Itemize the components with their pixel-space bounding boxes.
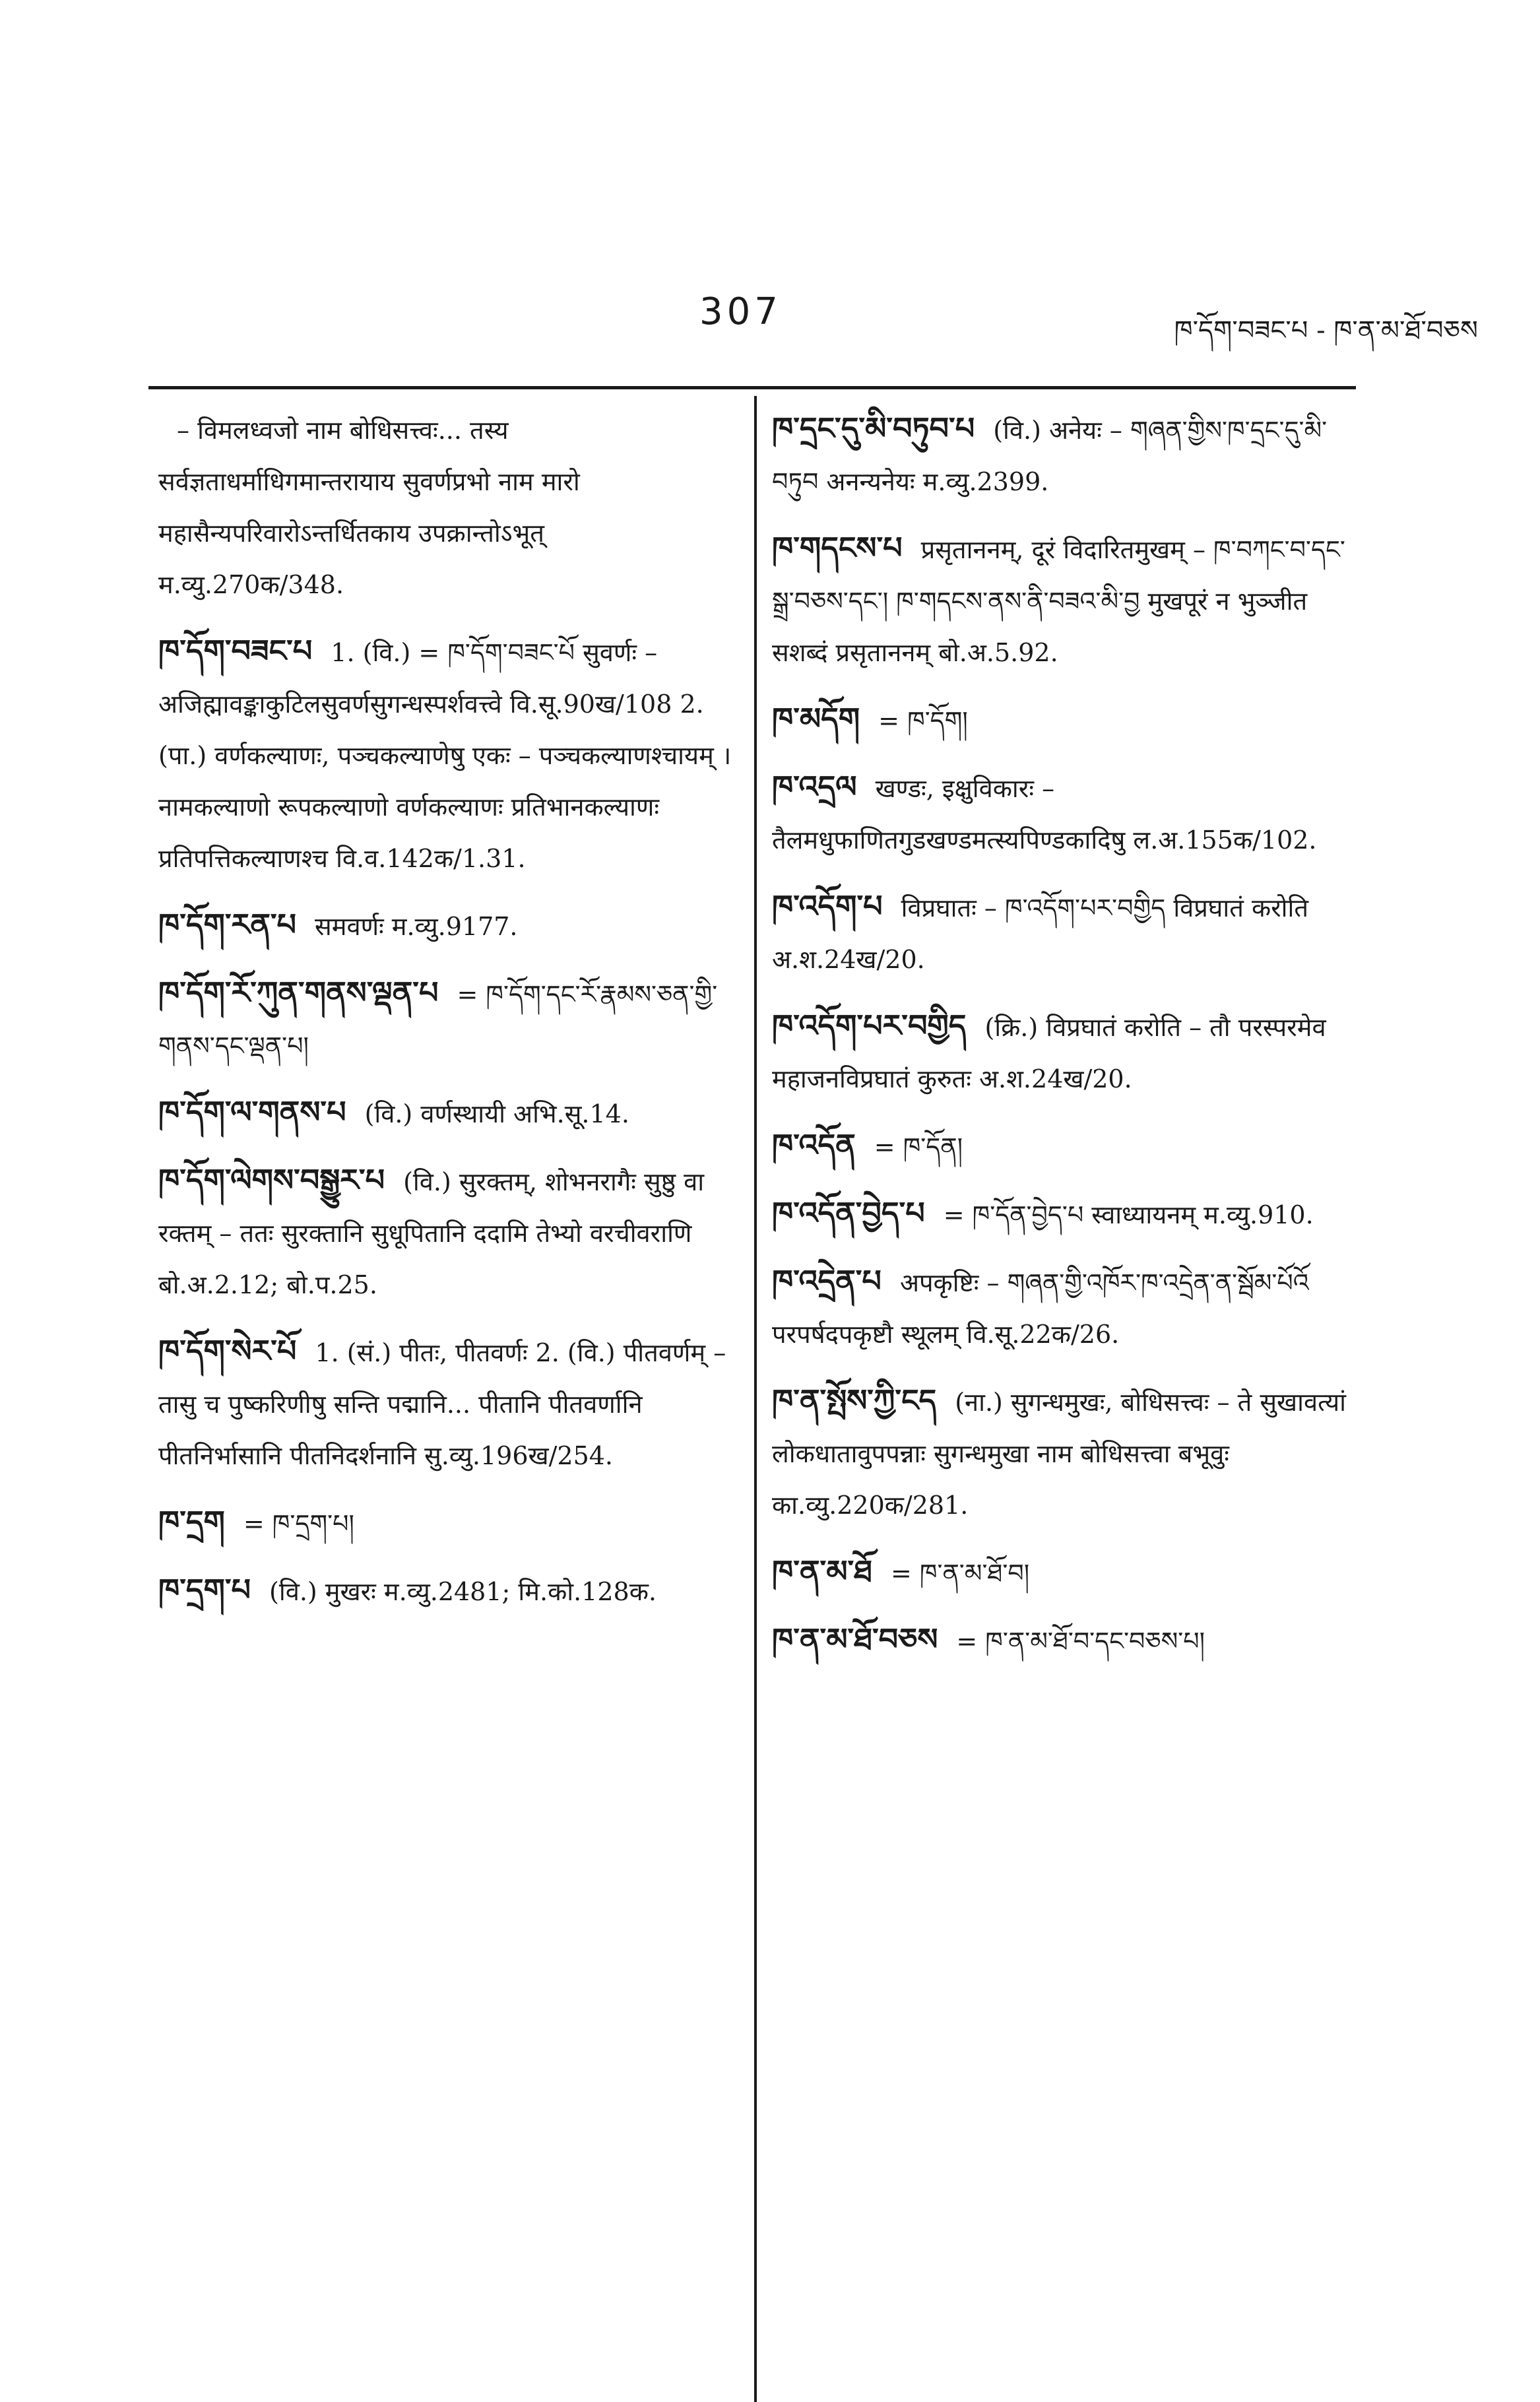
entry-text: प्रसृताननम्, दूरं विदारितमुखम् – ཁ་བཀང་བ་དང་སྒྲ་བཅས་དང་། ཁ་གདངས་ནས་ནི་བཟའ་མི་བྱ मुखपूरं न भुञ्जीत सशब्दं प्रसृताननम् बो.अ.5.92. xyxy=(772,535,1345,667)
entry-headword: ཁ་འདྲལ xyxy=(772,769,857,804)
entry-headword: ཁ་ན་མ་ཐོ་བཅས xyxy=(772,1621,938,1657)
entry-headword: ཁ་འདོན་བྱེད་པ xyxy=(772,1195,925,1231)
dictionary-entry xyxy=(158,899,732,952)
entry-text: = ཁ་ན་མ་ཐོ་བ་དང་བཅས་པ། xyxy=(956,1627,1205,1656)
entry-headword: ཁ་ན་མ་ཐོ xyxy=(772,1553,872,1589)
dictionary-entry xyxy=(158,1154,732,1311)
entry-headword: ཁ་གདངས་པ xyxy=(772,530,903,566)
dictionary-entry xyxy=(772,1255,1353,1360)
entry-headword: ཁ་དོག་རོ་ཀུན་གནས་ལྡན་པ xyxy=(158,975,439,1010)
entry-text: विप्रघातः – ཁ་འདོག་པར་བགྱིད विप्रघातं करोति अ.श.24ख/20. xyxy=(772,893,1309,974)
dictionary-entry xyxy=(772,1000,1353,1105)
dictionary-entry xyxy=(772,1119,1353,1173)
dictionary-entry xyxy=(772,1613,1353,1667)
dictionary-entry xyxy=(772,522,1353,678)
dictionary-entry xyxy=(772,1375,1353,1531)
entry-headword: ཁ་དོག་ལེགས་བསྒྱུར་པ xyxy=(158,1162,385,1198)
page-number: 307 xyxy=(699,290,782,333)
entry-headword: ཁ་དྲང་དུ་མི་བཏུབ་པ xyxy=(772,410,975,446)
entry-text: (क्रि.) विप्रघातं करोति – तौ परस्परमेव महाजनविप्रघातं कुरुतः अ.श.24ख/20. xyxy=(772,1013,1326,1093)
entry-text: (वि.) वर्णस्थायी अभि.सू.14. xyxy=(364,1099,629,1128)
entry-text: = ཁ་ན་མ་ཐོ་བ། xyxy=(890,1559,1030,1588)
entry-headword: ཁ་དོག་ལ་གནས་པ xyxy=(158,1094,346,1130)
entry-headword: ཁ་དོག་རན་པ xyxy=(158,907,297,942)
entry-text: 1. (वि.) = ཁ་དོག་བཟང་པོ सुवर्णः – अजिह्मावङ्काकुटिलसुवर्णसुगन्धस्पर्शवत्त्वे वि.सू.90ख/108 2. (पा.) वर्णकल्याणः, पञ्चकल्याणेषु एकः – पञ्चकल्याणश्चायम् । नामकल्याणो रूपकल्याणो वर्णकल्याणः प्रतिभानकल्याणः प्रतिपत्तिकल्याणश्च वि.व.142क/1.31. xyxy=(158,638,732,873)
entry-headword: ཁ་དྲག xyxy=(158,1504,225,1540)
dictionary-entry xyxy=(158,1086,732,1140)
entry-text: 1. (सं.) पीतः, पीतवर्णः 2. (वि.) पीतवर्णम् – तासु च पुष्करिणीषु सन्ति पद्मानि... पीतानि पीतवर्णानि पीतनिर्भासानि पीतनिदर्शनानि सु.व्यु.196ख/254. xyxy=(158,1338,726,1470)
entry-text: = ཁ་དོག་དང་རོ་རྣམས་ཅན་གྱི་གནས་དང་ལྡན་པ། xyxy=(158,980,718,1060)
entry-headword: ཁ་དོག་སེར་པོ xyxy=(158,1333,297,1369)
entry-headword: ཁ་དོག་བཟང་པ xyxy=(158,633,313,668)
dictionary-entry xyxy=(158,1496,732,1549)
entry-text: (वि.) सुरक्तम्, शोभनरागैः सुष्ठु वा रक्तम् – ततः सुरक्तानि सुधूपितानि ददामि तेभ्यो वरचीवराणि बो.अ.2.12; बो.प.25. xyxy=(158,1167,705,1299)
entry-text: = ཁ་དོན་བྱེད་པ स्वाध्यायनम् म.व्यु.910. xyxy=(943,1200,1314,1229)
dictionary-entry xyxy=(772,761,1353,866)
entry-headword: ཁ་འདོག་པར་བགྱིད xyxy=(772,1008,967,1043)
dictionary-entry xyxy=(772,1187,1353,1241)
dictionary-entry xyxy=(158,1564,732,1617)
right-column xyxy=(772,403,1353,1681)
dictionary-entry xyxy=(158,967,732,1072)
entry-headword: ཁ་འདོག་པ xyxy=(772,888,883,924)
entry-text: (ना.) सुगन्धमुखः, बोधिसत्त्वः – ते सुखावत्यां लोकधातावुपपन्नाः सुगन्धमुखा नाम बोधिसत्त्वा बभूवुः का.व्यु.220क/281. xyxy=(772,1388,1347,1520)
entry-headword: ཁ་དྲག་པ xyxy=(158,1572,251,1607)
entry-text: – विमलध्वजो नाम बोधिसत्त्वः... तस्य सर्वज्ञताधर्माधिगमान्तरायाय सुवर्णप्रभो नाम मारो महासैन्यपरिवारोऽन्तर्धितकाय उपक्रान्तोऽभूत् म.व्यु.270क/348. xyxy=(158,416,580,599)
entry-headword: ཁ་ན་སྤོས་ཀྱི་ངད xyxy=(772,1382,937,1418)
dictionary-entry xyxy=(158,1325,732,1481)
dictionary-entry xyxy=(772,1545,1353,1599)
entry-text: = ཁ་དོན། xyxy=(874,1132,963,1161)
entry-text: (वि.) मुखरः म.व्यु.2481; मि.को.128क. xyxy=(269,1577,657,1606)
entry-headword: ཁ་འདོན xyxy=(772,1127,856,1163)
entry-headword: ཁ་འདྲེན་པ xyxy=(772,1263,882,1299)
entry-text: अपकृष्टिः – གཞན་གྱི་འཁོར་ཁ་འདྲེན་ན་སྦོམ་པོའོ परपर्षदपकृष्टौ स्थूलम् वि.सू.22क/26. xyxy=(772,1268,1309,1349)
dictionary-entry xyxy=(772,693,1353,746)
entry-text: समवर्णः म.व्यु.9177. xyxy=(315,912,518,941)
dictionary-entry xyxy=(772,403,1353,507)
dictionary-entry xyxy=(158,625,732,884)
entry-text: खण्डः, इक्षुविकारः – तैलमधुफाणितगुडखण्डमत्स्यपिण्डकादिषु ल.अ.155क/102. xyxy=(772,774,1317,855)
entry-headword: ཁ་མདོག xyxy=(772,701,860,736)
left-column xyxy=(158,403,732,1632)
entry-text: = ཁ་དོག། xyxy=(878,706,968,735)
dictionary-entry xyxy=(158,403,732,610)
entry-text: (वि.) अनेयः – གཞན་གྱིས་ཁ་དྲང་དུ་མི་བཏུབ अनन्यनेयः म.व्यु.2399. xyxy=(772,416,1328,496)
header-rule xyxy=(148,386,1356,389)
running-header: ཁ་དོག་བཟང་པ - ཁ་ན་མ་ཐོ་བཅས xyxy=(1174,315,1478,346)
entry-text: = ཁ་དྲག་པ། xyxy=(243,1509,354,1538)
dictionary-entry xyxy=(772,880,1353,985)
column-divider xyxy=(754,396,757,2402)
